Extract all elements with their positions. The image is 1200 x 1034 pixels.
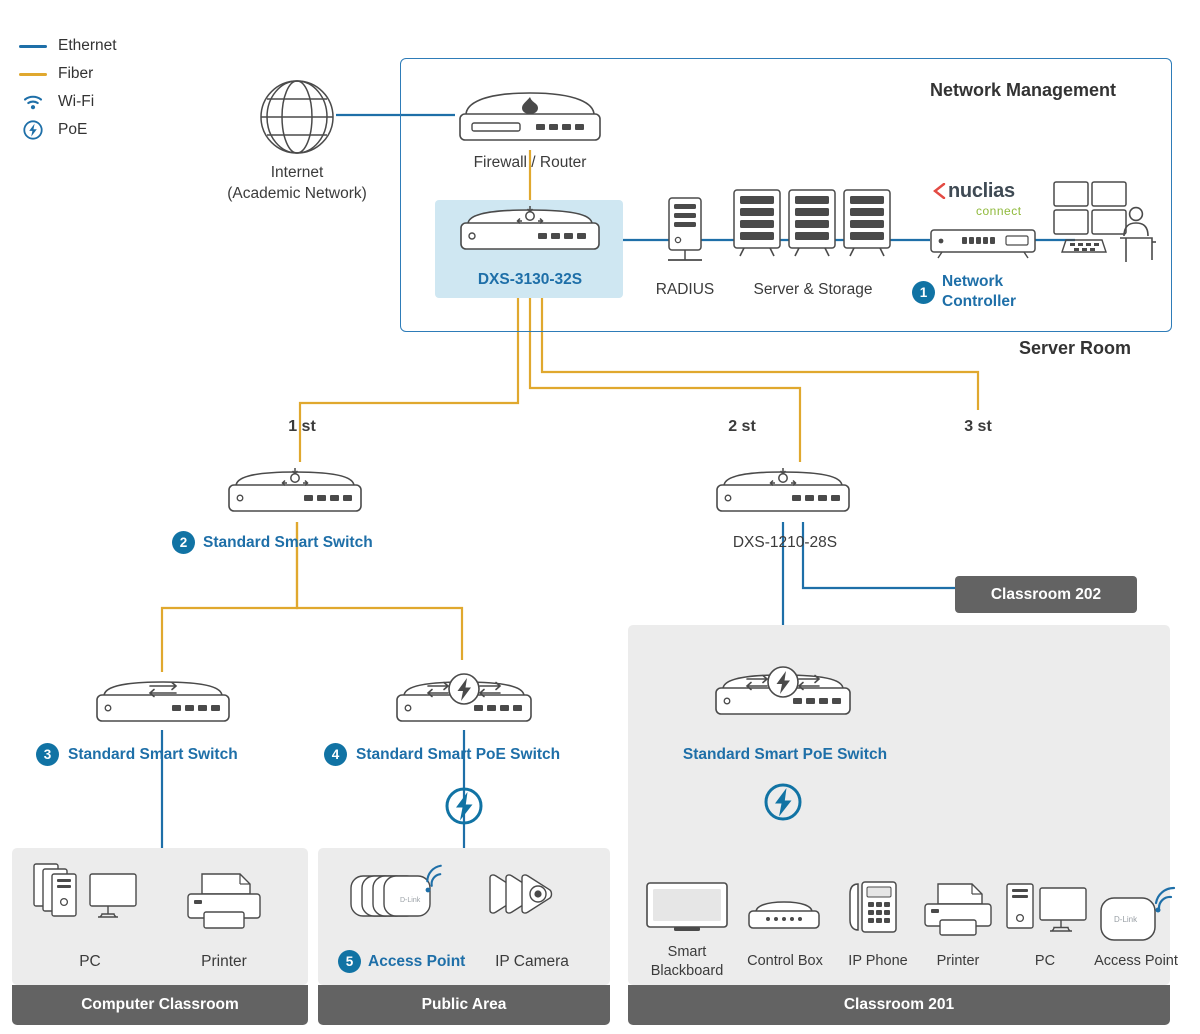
floor-1-label: 1 st [288,418,316,435]
floor1-switch-label: Standard Smart Switch [203,534,373,551]
legend-item-ethernet [18,32,218,60]
control-box-label: Control Box [747,953,823,969]
computer-classroom-bar: Computer Classroom [12,985,308,1025]
fiber-line-icon [18,73,48,76]
smart-blackboard-label-line1: Smart [667,944,707,960]
poe-switch-public-device [388,672,540,737]
pc-icon [1002,880,1092,938]
ip-camera-device [484,870,580,937]
smart-switch-device [88,672,238,737]
ip-camera-label: IP Camera [495,953,569,970]
legend [18,32,218,144]
blackboard-icon [644,880,730,936]
badge-network-controller: 1 [912,281,935,304]
poe-switch-201-label: Standard Smart PoE Switch [682,746,888,763]
access-point-icon [1098,886,1200,946]
server-storage-label: Server & Storage [753,281,873,298]
floor2-switch-label: DXS-1210-28S [732,534,838,551]
classroom-201-bar: Classroom 201 [628,985,1170,1025]
pc-201-label: PC [1034,953,1056,969]
public-area-bar: Public Area [318,985,610,1025]
printer-201-label: Printer [936,953,980,969]
core-switch-device [452,200,608,267]
badge-access-point-public: 5 [338,950,361,973]
core-switch-label: DXS-3130-32S [477,271,583,288]
ethernet-line-icon [18,45,48,48]
badge-smart-switch: 3 [36,743,59,766]
wifi-icon [18,93,48,111]
phone-icon [848,878,906,938]
admin-workstation [1052,178,1162,273]
switch-icon [220,462,370,522]
server-tower-icon [660,196,710,272]
rack-appliance-icon [928,224,1038,260]
floor-3-label: 3 st [964,418,992,435]
access-point-201-device [1098,886,1200,951]
firewall-router-device [452,85,608,152]
network-controller-device [928,224,1038,265]
poe-icon [18,120,48,140]
floor1-switch-device [220,462,370,527]
printer-left-device [178,868,270,937]
poe-switch-icon [388,672,540,732]
access-point-public-device [348,862,468,939]
camera-icon [484,870,580,932]
printer-icon [178,868,270,932]
poe-icon [763,782,803,822]
smart-blackboard-label-line2: Blackboard [650,963,724,979]
legend-label: Ethernet [58,37,117,54]
pc-201-device [1002,880,1092,943]
device-brand-text: D-Link [400,897,421,904]
globe-icon [258,78,336,156]
zone-server-room-title: Server Room [1019,338,1132,358]
printer-201-device [918,880,1000,943]
server-storage-device [730,186,896,267]
zone-network-management-title: Network Management [930,80,1117,100]
printer-left-label: Printer [201,953,247,970]
ip-phone-device [848,878,906,943]
nuclias-sub: connect [976,204,1022,218]
radius-server-device [660,196,710,277]
access-point-public-label: Access Point [368,953,466,970]
poe-switch-icon [707,665,859,725]
radius-label: RADIUS [655,281,715,298]
switch-icon [88,672,238,732]
poe-switch-public-label: Standard Smart PoE Switch [356,746,561,763]
access-point-201-label: Access Point [1094,953,1178,969]
network-controller-label-line1: Network [942,273,1004,290]
poe-indicator-201 [763,782,803,827]
legend-item-poe [18,116,218,144]
admin-monitors-icon [1052,178,1162,268]
switch-icon [708,462,858,522]
firewall-router-label: Firewall / Router [473,154,587,171]
firewall-icon [452,85,608,147]
legend-label: Wi-Fi [58,93,95,110]
switch-icon [452,200,608,262]
legend-item-fiber [18,60,218,88]
pc-icon [30,860,148,932]
nuclias-brand [932,180,1047,220]
printer-icon [918,880,1000,938]
badge-floor1-switch: 2 [172,531,195,554]
nuclias-name: nuclias [948,180,1015,202]
poe-indicator-public [444,786,484,831]
floor2-switch-device [708,462,858,527]
nuclias-logo-icon [932,183,946,199]
server-rack-icon [730,186,896,262]
classroom-202-tag: Classroom 202 [955,576,1137,613]
pc-group-device [30,860,148,937]
floor-2-label: 2 st [728,418,756,435]
smart-switch-label: Standard Smart Switch [68,746,238,763]
internet-label-line1: Internet [270,164,324,181]
poe-icon [444,786,484,826]
internet-label-line2: (Academic Network) [227,185,367,202]
ip-phone-label: IP Phone [848,953,908,969]
link-floor2-classroom202 [803,522,955,588]
poe-switch-201-device [707,665,859,730]
control-box-device [742,896,826,941]
pc-left-label: PC [79,953,101,970]
badge-poe-switch-public: 4 [324,743,347,766]
network-controller-label-line2: Controller [942,293,1017,310]
legend-label: PoE [58,121,88,138]
internet-node [258,78,336,161]
access-point-icon [348,862,468,934]
control-box-icon [742,896,826,936]
device-brand-text: D-Link [1114,915,1138,924]
smart-blackboard-device [644,880,730,941]
legend-item-wifi [18,88,218,116]
legend-label: Fiber [58,65,94,82]
